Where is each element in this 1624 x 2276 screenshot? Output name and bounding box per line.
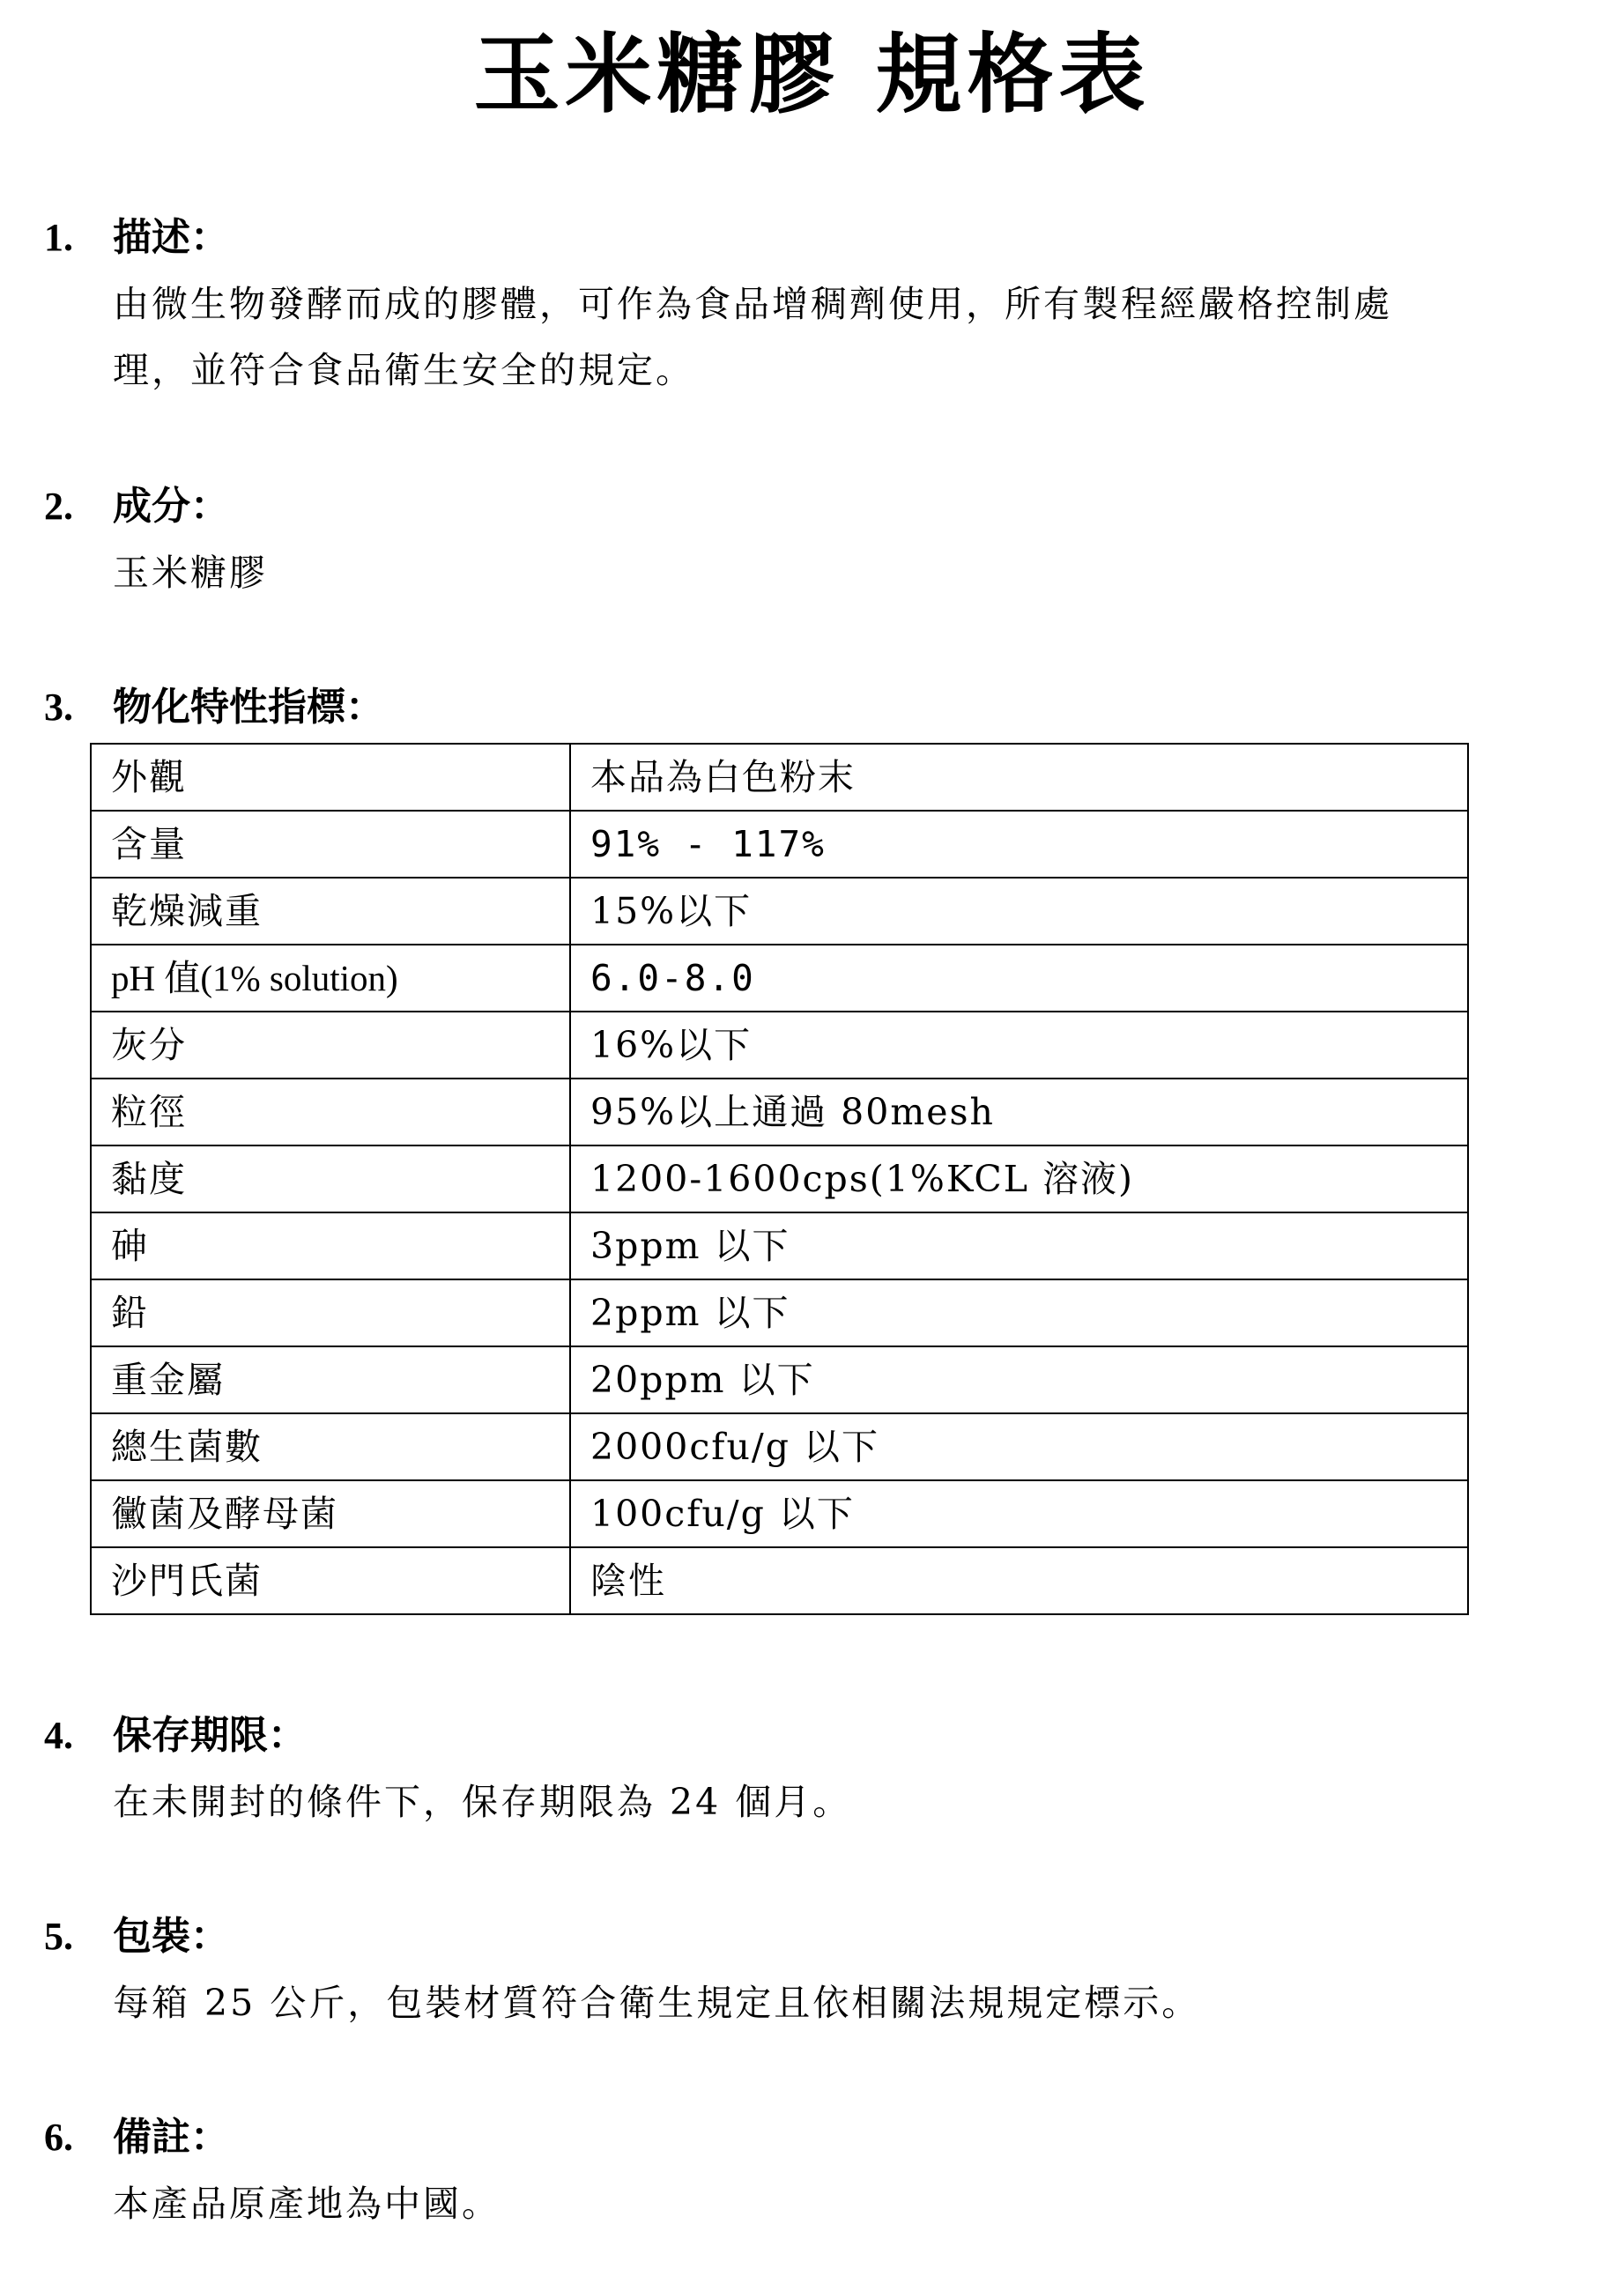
spec-item: 沙門氏菌 [91,1547,570,1614]
spec-value: 3ppm 以下 [570,1212,1468,1279]
table-row [91,1012,1468,1079]
table-row [91,1212,1468,1279]
spec-item: 黴菌及酵母菌 [91,1480,570,1547]
section-heading-description [44,211,1577,264]
spec-item: 乾燥減重 [91,878,570,945]
description-line-2: 理，並符合食品衛生安全的規定。 [113,349,694,391]
section-description [44,211,1577,404]
section-title: 成分： [113,484,229,529]
spec-value: 陰性 [570,1547,1468,1614]
section-heading-packaging [44,1910,1577,1963]
spec-value: 15%以下 [570,878,1468,945]
section-number: 3. [44,686,73,729]
spec-value: 本品為白色粉末 [570,744,1468,811]
table-row [91,1079,1468,1145]
spec-value: 91% - 117% [570,811,1468,878]
spec-value: 20ppm 以下 [570,1346,1468,1413]
section-title: 描述： [113,215,229,260]
spec-value: 6.0-8.0 [570,945,1468,1012]
section-heading-ingredients [44,480,1577,533]
spec-value: 100cfu/g 以下 [570,1480,1468,1547]
section-shelf-life [44,1709,1577,1835]
spec-table [90,743,1469,1615]
table-row [91,945,1468,1012]
section-number: 6. [44,2116,73,2159]
section-ingredients [44,480,1577,606]
document-title: 玉米糖膠 規格表 [473,24,1151,125]
description-text [113,264,1577,404]
spec-item: 含量 [91,811,570,878]
spec-item: 黏度 [91,1145,570,1212]
section-number: 4. [44,1714,73,1757]
section-heading-shelf-life [44,1709,1577,1762]
table-row [91,744,1468,811]
table-row [91,1480,1468,1547]
table-row [91,1279,1468,1346]
spec-item: 總生菌數 [91,1413,570,1480]
section-notes [44,2111,1577,2237]
section-title: 備註： [113,2115,229,2160]
spec-value: 1200-1600cps(1%KCL 溶液) [570,1145,1468,1212]
spec-item: pH 值(1% solution) [91,945,570,1012]
spec-value: 2000cfu/g 以下 [570,1413,1468,1480]
description-line-1: 由微生物發酵而成的膠體，可作為食品增稠劑使用，所有製程經嚴格控制處 [113,283,1392,325]
spec-item: 鉛 [91,1279,570,1346]
table-row [91,1413,1468,1480]
spec-value: 16%以下 [570,1012,1468,1079]
spec-value: 95%以上通過 80mesh [570,1079,1468,1145]
spec-item: 砷 [91,1212,570,1279]
section-number: 1. [44,216,73,259]
section-number: 2. [44,485,73,528]
section-title: 物化特性指標： [113,685,384,730]
table-row [91,1547,1468,1614]
section-heading-specs [44,681,1577,734]
table-row [91,1145,1468,1212]
spec-item: 重金屬 [91,1346,570,1413]
table-row [91,811,1468,878]
ingredients-text: 玉米糖膠 [113,552,268,594]
spec-item: 外觀 [91,744,570,811]
packaging-text: 每箱 25 公斤，包裝材質符合衛生規定且依相關法規規定標示。 [113,1982,1201,2024]
section-number: 5. [44,1915,73,1958]
section-title: 保存期限： [113,1713,307,1758]
section-specs [44,681,1577,734]
shelf-life-text: 在未開封的條件下，保存期限為 24 個月。 [113,1781,852,1823]
section-title: 包裝： [113,1914,229,1959]
section-packaging [44,1910,1577,2036]
table-row [91,1346,1468,1413]
notes-text: 本產品原產地為中國。 [113,2183,501,2225]
section-heading-notes [44,2111,1577,2164]
table-row [91,878,1468,945]
spec-item: 灰分 [91,1012,570,1079]
spec-value: 2ppm 以下 [570,1279,1468,1346]
spec-item: 粒徑 [91,1079,570,1145]
